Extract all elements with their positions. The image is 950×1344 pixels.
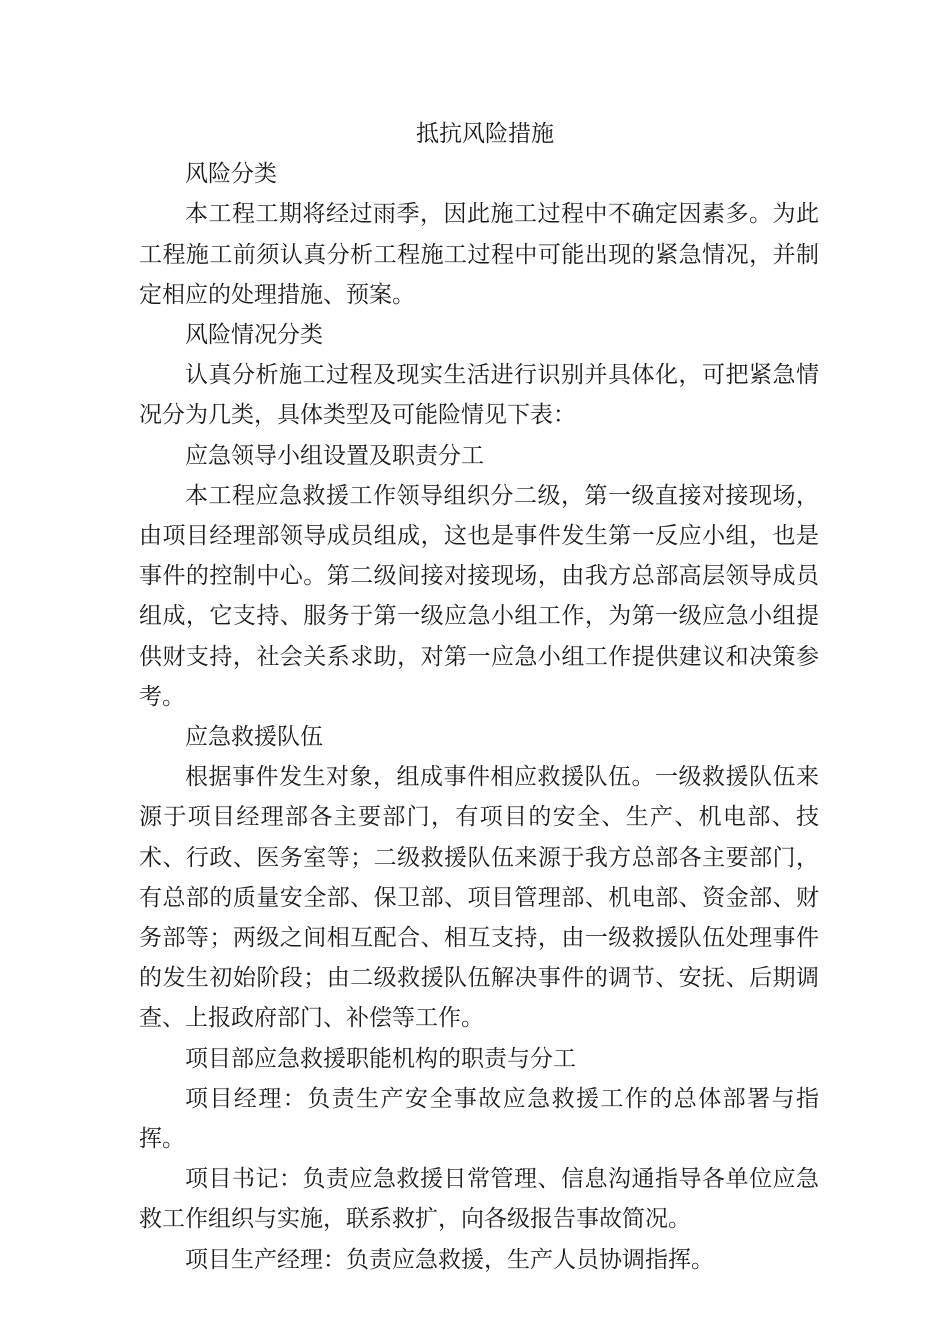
document-body bbox=[139, 114, 819, 1280]
paragraph-project-secretary: 项目书记：负责应急救援日常管理、信息沟通指导各单位应急救工作组织与实施，联系救扩，向各级报告事故简况。 bbox=[139, 1166, 819, 1233]
paragraph: 本工程工期将经过雨季，因此施工过程中不确定因素多。为此工程施工前须认真分析工程施工过程中可能出现的紧急情况，并制定相应的处理措施、预案。 bbox=[139, 201, 819, 308]
paragraph: 根据事件发生对象，组成事件相应救援队伍。一级救援队伍来源于项目经理部各主要部门，有项目的安全、生产、机电部、技术、行政、医务室等；二级救援队伍来源于我方总部各主要部门，有总部的质量安全部、保卫部、项目管理部、机电部、资金部、财务部等；两级之间相互配合、相互支持，由一级救援队伍处理事件的发生初始阶段；由二级救援队伍解决事件的调节、安抚、后期调查、上报政府部门、补偿等工作。 bbox=[139, 764, 819, 1032]
section-heading: 应急领导小组设置及职责分工 bbox=[185, 442, 484, 469]
section-heading: 风险情况分类 bbox=[185, 322, 323, 349]
section-heading: 风险分类 bbox=[185, 161, 277, 188]
paragraph-project-manager: 项目经理：负责生产安全事故应急救援工作的总体部署与指挥。 bbox=[139, 1085, 819, 1153]
paragraph: 本工程应急救援工作领导组织分二级，第一级直接对接现场，由项目经理部领导成员组成，这也是事件发生第一反应小组，也是事件的控制中心。第二级间接对接现场，由我方总部高层领导成员组成，它支持、服务于第一级应急小组工作，为第一级应急小组提供财支持，社会关系求助，对第一应急小组工作提供建议和决策参考。 bbox=[139, 482, 819, 710]
document-title: 抵抗风险措施 bbox=[416, 121, 554, 147]
paragraph: 认真分析施工过程及现实生活进行识别并具体化，可把紧急情况分为几类，具体类型及可能险情见下表： bbox=[139, 362, 819, 429]
paragraph-production-manager: 项目生产经理：负责应急救援，生产人员协调指挥。 bbox=[185, 1246, 714, 1273]
section-heading: 应急救援队伍 bbox=[185, 724, 323, 751]
section-heading: 项目部应急救援职能机构的职责与分工 bbox=[185, 1045, 576, 1072]
